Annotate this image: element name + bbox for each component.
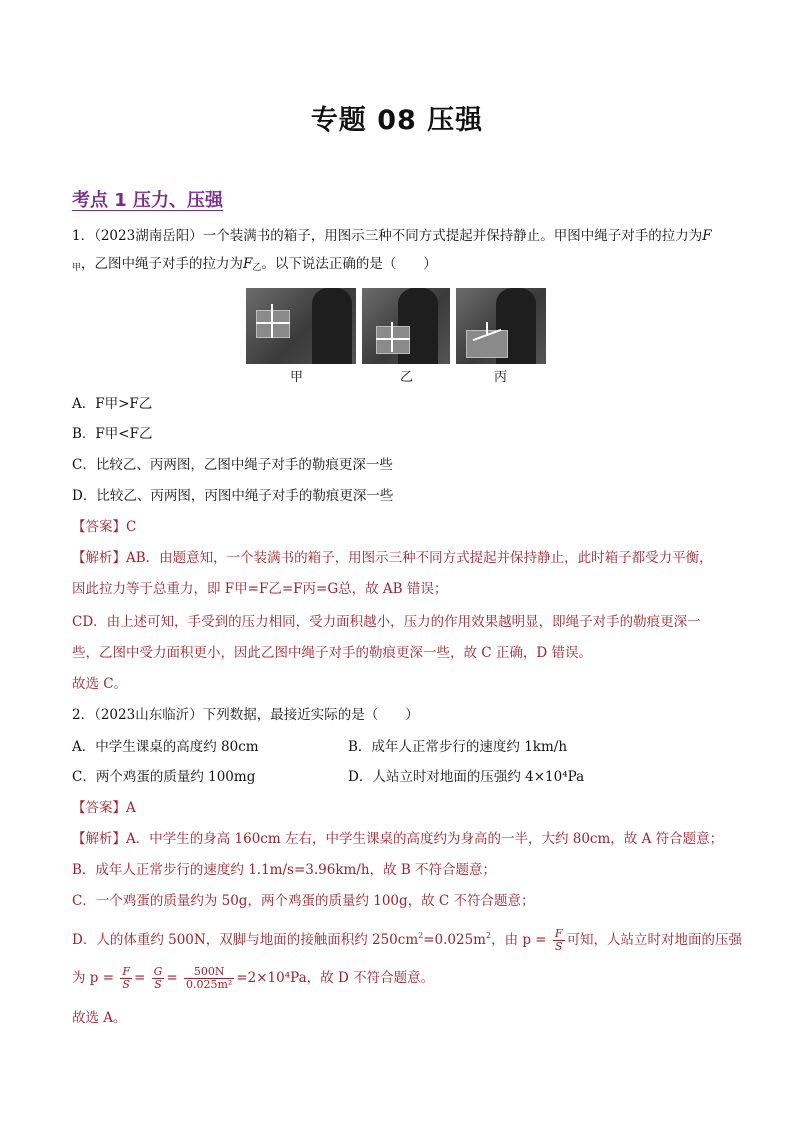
caption-bing: 丙	[494, 370, 508, 385]
q2-option-b: B．成年人正常步行的速度约 1km/h	[348, 739, 568, 755]
q1-option-c: C．比较乙、丙两图，乙图中绳子对手的勒痕更深一些	[72, 457, 393, 473]
q1-explanation-2: 因此拉力等于总重力，即 F甲=F乙=F丙=G总，故 AB 错误；	[72, 581, 448, 597]
q1-option-d: D．比较乙、丙两图，丙图中绳子对手的勒痕更深一些	[72, 488, 394, 504]
fraction-3: $\frac{500N}{\text{0.025m²}}$	[186, 965, 233, 991]
q2-explanation-1: 【解析】A．中学生的身高 160cm 左右，中学生课桌的高度约为身高的一半，大约 80cm，故 A 符合题意；	[72, 831, 724, 847]
q1-answer: 【答案】C	[72, 519, 137, 535]
q2-option-d: D．人站立时对地面的压强约 4×10⁴Pa	[348, 769, 585, 785]
q2-explanation-2: B．成年人正常步行的速度约 1.1m/s=3.96km/h，故 B 不符合题意；	[72, 862, 497, 878]
caption-yi: 乙	[400, 370, 414, 385]
photo-yi	[362, 288, 450, 364]
q1-explanation-1: 【解析】AB．由题意知，一个装满书的箱子，用图示三种不同方式提起并保持静止，此时箱子都受力平衡，	[72, 550, 713, 566]
q1-explanation-4: 些，乙图中受力面积更小，因此乙图中绳子对手的勒痕更深一些，故 C 正确，D 错误。	[72, 645, 593, 661]
q2-answer: 【答案】A	[72, 800, 136, 816]
q2-stem: 2．（2023山东临沂）下列数据，最接近实际的是（ ）	[72, 707, 419, 723]
q2-explanation-3: C．一个鸡蛋的质量约为 50g，两个鸡蛋的质量约 100g，故 C 不符合题意；	[72, 893, 535, 909]
q1-stem-line2: $_甲$，乙图中绳子对手的拉力为$F_乙$。以下说法正确的是（ ）	[72, 256, 437, 273]
q2-explanation-5: 为 p = $\frac{F}{S}$ = $\frac{G}{S}$ = $\frac{500N}{\text{0.025m²}}$ =2×10⁴Pa，故 D 不符合题意。	[72, 965, 435, 991]
q2-option-c: C．两个鸡蛋的质量约 100mg	[72, 769, 256, 785]
q1-conclusion: 故选 C。	[72, 676, 128, 692]
section-heading: 考点 1 压力、压强	[72, 190, 224, 211]
q1-explanation-3: CD．由上述可知，手受到的压力相同，受力面积越小，压力的作用效果越明显，即绳子对手的勒痕更深一	[72, 614, 701, 630]
page-title: 专题 08 压强	[310, 105, 484, 136]
q1-stem-line1: 1．（2023湖南岳阳）一个装满书的箱子，用图示三种不同方式提起并保持静止。甲图中绳子对手的拉力为F	[72, 228, 712, 244]
q1-option-b: B．F甲<F乙	[72, 426, 153, 442]
q1-photos	[246, 288, 546, 364]
q2-option-a: A．中学生课桌的高度约 80cm	[72, 739, 259, 755]
q2-explanation-4: D．人的体重约 500N，双脚与地面的接触面积约 $250cm^2=0.025m^2$，由 p = $\frac{F}{S}$ 可知，人站立时对地面的压强	[72, 927, 743, 953]
photo-bing	[456, 288, 546, 364]
fraction-2: $\frac{G}{S}$	[153, 965, 163, 991]
photo-jia	[246, 288, 356, 364]
fraction-1: $\frac{F}{S}$	[122, 965, 130, 991]
fraction-f-over-s: $\frac{F}{S}$	[554, 927, 563, 953]
caption-jia: 甲	[290, 370, 304, 385]
q1-option-a: A．F甲>F乙	[72, 396, 153, 412]
q2-conclusion: 故选 A。	[72, 1010, 127, 1026]
